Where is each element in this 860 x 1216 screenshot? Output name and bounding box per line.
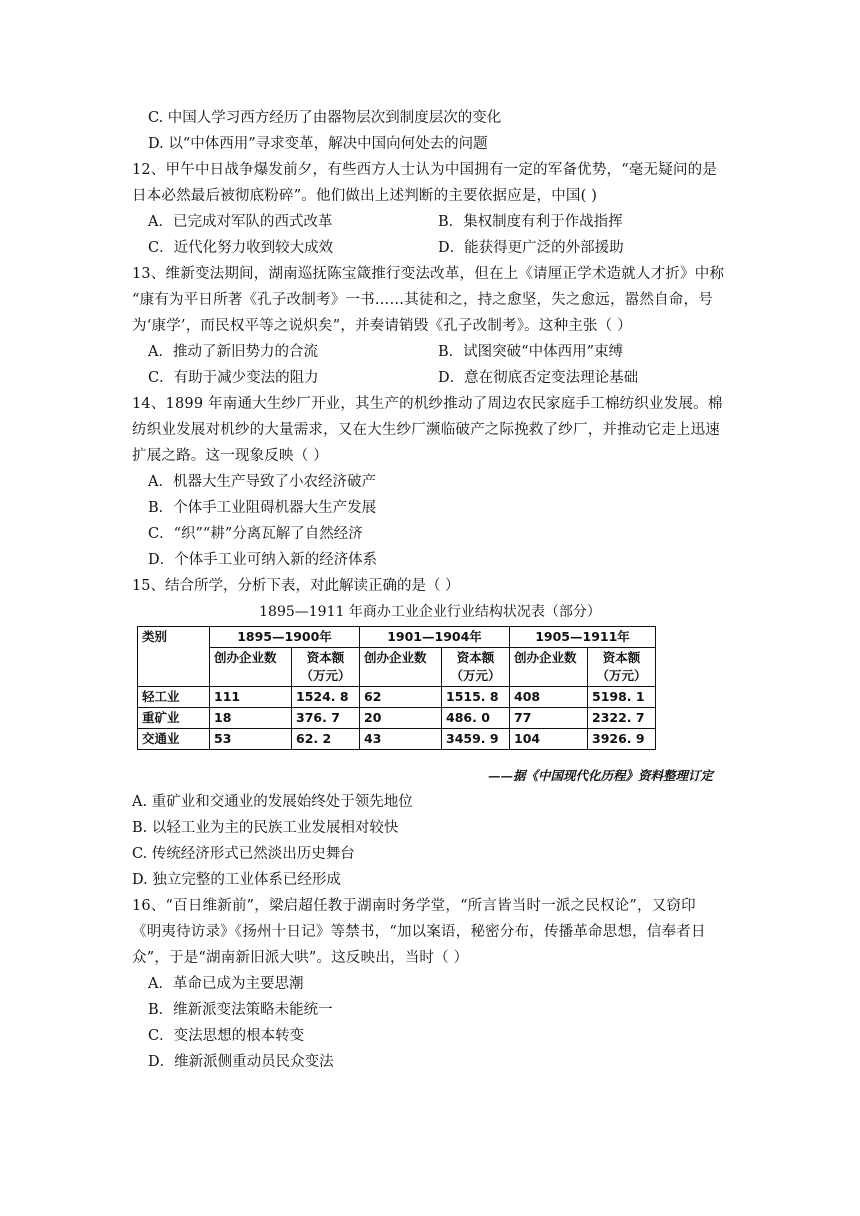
table-cell: 62. 2 — [292, 729, 360, 750]
q16-stem-line: 《明夷待访录》《扬州十日记》等禁书，“加以案语，秘密分布，传播革命思想，信奉者日 — [132, 924, 706, 940]
row-label: 轻工业 — [138, 687, 210, 708]
q14-stem-line: 纺织业发展对机纱的大量需求，又在大生纱厂濒临破产之际挽救了纱厂，并推动它走上迅速 — [132, 422, 720, 438]
q13-option-b: B．试图突破“中体西用”束缚 — [438, 344, 623, 360]
table-cell: 77 — [510, 708, 588, 729]
q14-stem — [132, 394, 732, 472]
table-cell: 2322. 7 — [588, 708, 656, 729]
q14-stem-line: 扩展之路。这一现象反映（ ） — [132, 448, 328, 464]
header-category: 类别 — [138, 627, 210, 687]
header-period: 1901—1904年 — [360, 627, 510, 648]
q15-stem: 15、结合所学，分析下表，对此解读正确的是（ ） — [132, 578, 460, 594]
q13-stem-line: “康有为平日所著《孔子改制考》一书……其徒和之，持之愈坚，失之愈远，嚣然自命，号 — [132, 292, 713, 308]
table-cell: 62 — [360, 687, 442, 708]
q12-option-a: A．已完成对军队的西式改革 — [148, 214, 333, 230]
table-cell: 53 — [210, 729, 292, 750]
table-cell: 104 — [510, 729, 588, 750]
q12-option-c: C．近代化努力收到较大成效 — [148, 240, 334, 256]
table-cell: 3459. 9 — [442, 729, 510, 750]
table-cell: 1515. 8 — [442, 687, 510, 708]
subheader-capital: 资本额（万元） — [292, 648, 360, 687]
subheader-firms: 创办企业数 — [360, 648, 442, 687]
q15-option-c: C. 传统经济形式已然淡出历史舞台 — [132, 846, 355, 862]
table-header-row — [138, 627, 656, 648]
table-cell: 486. 0 — [442, 708, 510, 729]
q12-stem — [132, 160, 732, 212]
industry-structure-table — [137, 626, 656, 750]
table-cell: 1524. 8 — [292, 687, 360, 708]
subheader-firms: 创办企业数 — [510, 648, 588, 687]
table-cell: 18 — [210, 708, 292, 729]
q14-option-b: B．个体手工业阻碍机器大生产发展 — [148, 500, 377, 516]
header-period: 1895—1900年 — [210, 627, 360, 648]
q15-option-a: A. 重矿业和交通业的发展始终处于领先地位 — [132, 794, 413, 810]
q16-option-c: C．变法思想的根本转变 — [148, 1028, 305, 1044]
row-label: 重矿业 — [138, 708, 210, 729]
table-title: 1895—1911 年商办工业企业行业结构状况表（部分） — [259, 604, 601, 620]
table-subheader-row — [138, 648, 656, 687]
table-cell: 43 — [360, 729, 442, 750]
table-row — [138, 708, 656, 729]
table-cell: 20 — [360, 708, 442, 729]
q12-option-d: D．能获得更广泛的外部援助 — [438, 240, 624, 256]
q13-stem-line: 13、维新变法期间，湖南巡抚陈宝箴推行变法改革，但在上《请厘正学术造就人才折》中称 — [132, 266, 725, 282]
q14-stem-line: 14、1899 年南通大生纱厂开业，其生产的机纱推动了周边农民家庭手工棉纺织业发展。棉 — [132, 396, 723, 412]
q13-stem-line: 为‘康学’，而民权平等之说炽矣”，并奏请销毁《孔子改制考》。这种主张（ ） — [132, 318, 632, 334]
table-row — [138, 729, 656, 750]
table-cell: 111 — [210, 687, 292, 708]
q15-option-d: D. 独立完整的工业体系已经形成 — [132, 872, 341, 888]
table-cell: 5198. 1 — [588, 687, 656, 708]
header-period: 1905—1911年 — [510, 627, 656, 648]
q16-option-b: B．维新派变法策略未能统一 — [148, 1002, 333, 1018]
table-cell: 3926. 9 — [588, 729, 656, 750]
q11-option-c: C. 中国人学习西方经历了由器物层次到制度层次的变化 — [148, 110, 502, 126]
q16-stem-line: 16、“百日维新前”，梁启超任教于湖南时务学堂，“所言皆当时一派之民权论”，又窃印 — [132, 898, 696, 914]
q16-stem-line: 众”，于是“湖南新旧派大哄”。这反映出，当时（ ） — [132, 950, 469, 966]
table-source: ——据《中国现代化历程》资料整理订定 — [487, 768, 713, 783]
q13-option-c: C．有助于减少变法的阻力 — [148, 370, 319, 386]
q11-option-d: D. 以“中体西用”寻求变革，解决中国向何处去的问题 — [148, 136, 488, 152]
q13-stem — [132, 264, 732, 342]
q16-stem — [132, 896, 732, 974]
q13-option-a: A．推动了新旧势力的合流 — [148, 344, 318, 360]
q15-option-b: B. 以轻工业为主的民族工业发展相对较快 — [132, 820, 399, 836]
subheader-firms: 创办企业数 — [210, 648, 292, 687]
q16-option-a: A．革命已成为主要思潮 — [148, 976, 304, 992]
table-row — [138, 687, 656, 708]
q14-option-c: C．“织”“耕”分离瓦解了自然经济 — [148, 526, 363, 542]
q12-stem-line: 12、甲午中日战争爆发前夕，有些西方人士认为中国拥有一定的军备优势，“毫无疑问的是 — [132, 162, 718, 178]
q12-stem-line: 日本必然最后被彻底粉碎”。他们做出上述判断的主要依据应是，中国( ) — [132, 188, 598, 204]
q14-option-a: A．机器大生产导致了小农经济破产 — [148, 474, 376, 490]
q16-option-d: D．维新派侧重动员民众变法 — [148, 1054, 334, 1070]
q14-option-d: D．个体手工业可纳入新的经济体系 — [148, 552, 378, 568]
q13-option-d: D．意在彻底否定变法理论基础 — [438, 370, 639, 386]
subheader-capital: 资本额（万元） — [588, 648, 656, 687]
table-cell: 376. 7 — [292, 708, 360, 729]
subheader-capital: 资本额（万元） — [442, 648, 510, 687]
row-label: 交通业 — [138, 729, 210, 750]
table-cell: 408 — [510, 687, 588, 708]
q12-option-b: B．集权制度有利于作战指挥 — [438, 214, 623, 230]
